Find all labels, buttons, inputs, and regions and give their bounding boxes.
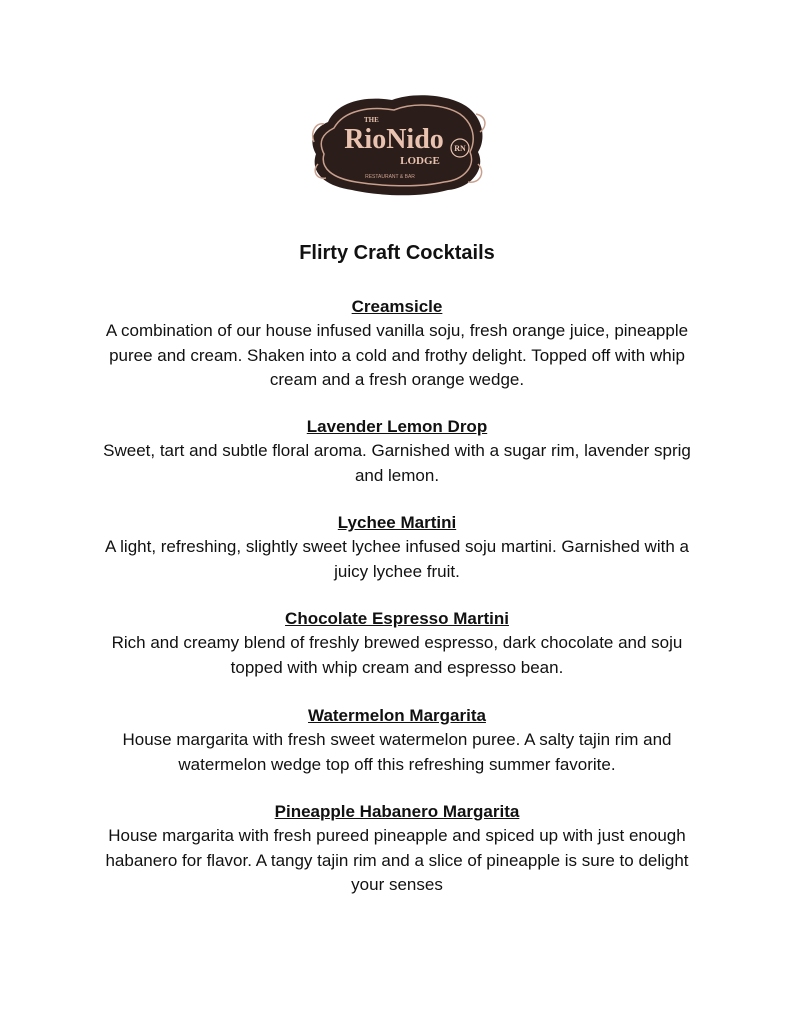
cocktail-item	[92, 607, 702, 680]
cocktail-description: A combination of our house infused vanilla soju, fresh orange juice, pineapple puree and cream. Shaken into a cold and frothy delight. Topped off with whip cream and a fresh orange wedge.	[105, 321, 689, 389]
logo-the-text: THE	[364, 116, 379, 124]
logo-tagline-text: RESTAURANT & BAR	[365, 174, 415, 180]
cocktail-item	[92, 415, 702, 488]
logo-monogram-text: RN	[454, 144, 466, 153]
cocktail-name: Watermelon Margarita	[308, 706, 486, 725]
logo-wordmark-text: RioNido	[344, 124, 444, 155]
cocktail-description: A light, refreshing, slightly sweet lychee infused soju martini. Garnished with a juicy lychee fruit.	[105, 537, 689, 581]
cocktail-item	[92, 704, 702, 777]
cocktail-item	[92, 800, 702, 898]
cocktail-description: Sweet, tart and subtle floral aroma. Garnished with a sugar rim, lavender sprig and lemon.	[103, 441, 691, 485]
logo-lodge-text: LODGE	[400, 155, 440, 167]
menu-title: Flirty Craft Cocktails	[299, 242, 495, 264]
cocktail-name: Lychee Martini	[337, 513, 457, 532]
cocktail-name: Creamsicle	[351, 297, 443, 316]
cocktail-item	[92, 295, 702, 393]
cocktail-name: Pineapple Habanero Margarita	[274, 802, 520, 821]
cocktail-item	[92, 511, 702, 584]
cocktail-name: Lavender Lemon Drop	[306, 417, 488, 436]
rio-nido-lodge-logo	[308, 92, 488, 198]
cocktail-name: Chocolate Espresso Martini	[285, 609, 509, 628]
cocktail-description: Rich and creamy blend of freshly brewed espresso, dark chocolate and soju topped with whip cream and espresso bean.	[111, 633, 683, 677]
cocktail-description: House margarita with fresh sweet watermelon puree. A salty tajin rim and watermelon wedge top off this refreshing summer favorite.	[122, 730, 672, 774]
cocktail-description: House margarita with fresh pureed pineapple and spiced up with just enough habanero for flavor. A tangy tajin rim and a slice of pineapple is sure to delight your senses	[105, 826, 689, 894]
